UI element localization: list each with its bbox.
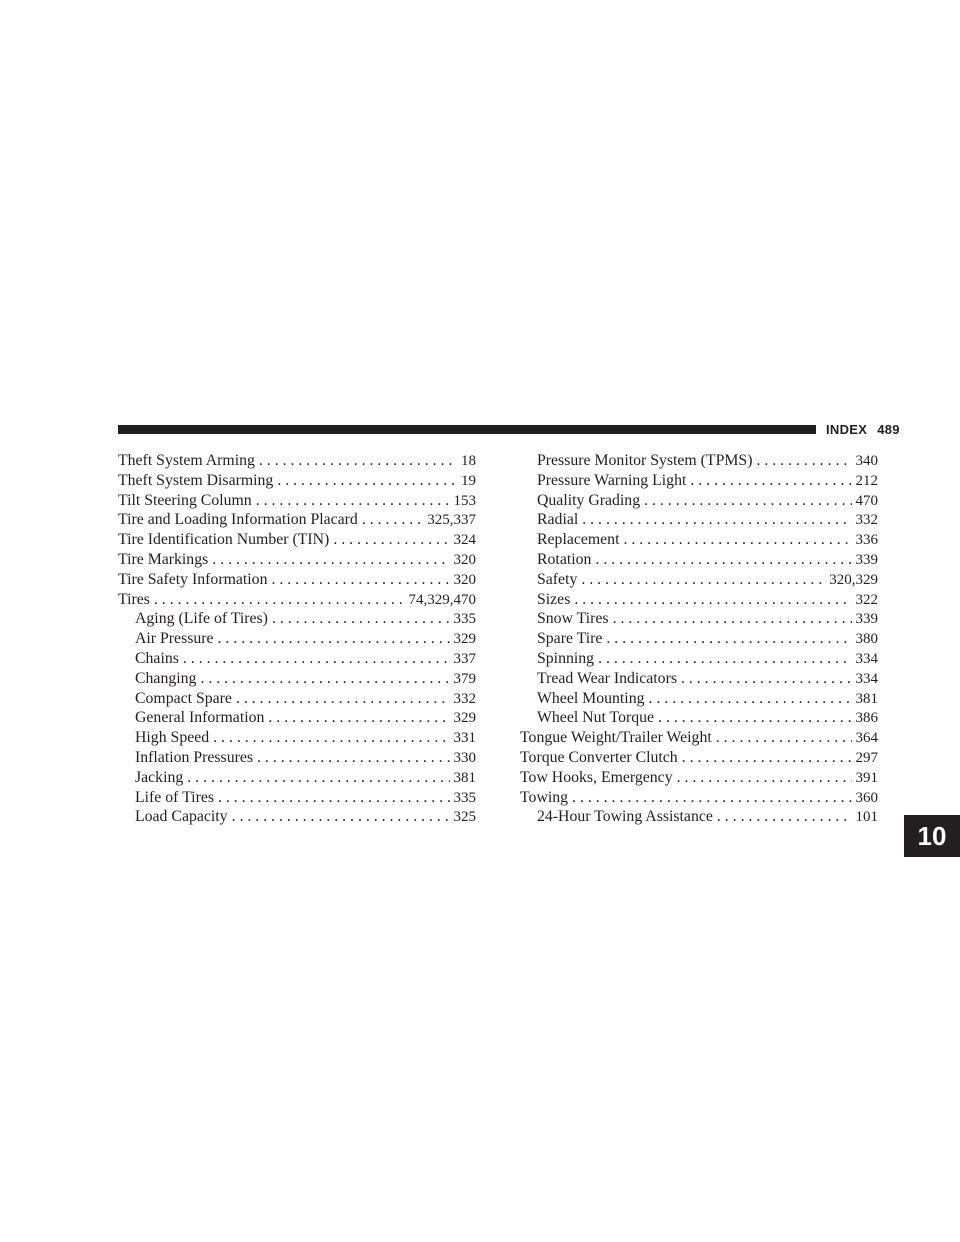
entry-page-ref: 297: [855, 749, 878, 766]
dot-leader: [613, 609, 852, 629]
entry-page-ref: 19: [461, 472, 476, 489]
index-entry: [520, 669, 878, 689]
entry-label: Wheel Nut Torque: [537, 709, 655, 727]
dot-leader: [581, 570, 825, 590]
index-entry: [118, 728, 476, 748]
entry-page-ref: 18: [461, 453, 476, 469]
entry-label: Sizes: [537, 590, 571, 608]
index-entry: [118, 649, 476, 669]
entry-page-ref: 336: [855, 532, 878, 549]
entry-page-ref: 360: [855, 789, 878, 806]
header-title: INDEX: [826, 422, 868, 437]
dot-leader: [257, 748, 449, 768]
index-entry: [520, 728, 878, 748]
dot-leader: [690, 471, 851, 491]
entry-page-ref: 322: [855, 591, 878, 608]
entry-label: Tread Wear Indicators: [537, 669, 677, 687]
entry-label: Life of Tires: [135, 788, 214, 806]
index-entry: [520, 788, 878, 808]
entry-label: Tow Hooks, Emergency: [520, 768, 673, 786]
index-entry: [118, 590, 476, 610]
dot-leader: [574, 590, 851, 610]
index-entry: [520, 708, 878, 728]
dot-leader: [606, 629, 851, 649]
dot-leader: [187, 768, 449, 788]
dot-leader: [717, 807, 852, 827]
index-column-left: [118, 451, 476, 827]
entry-label: Air Pressure: [135, 630, 214, 648]
entry-page-ref: 379: [453, 670, 476, 687]
index-entry: [520, 570, 878, 590]
dot-leader: [212, 550, 449, 570]
entry-label: Replacement: [537, 531, 620, 549]
index-entry: [520, 510, 878, 530]
dot-leader: [256, 491, 450, 511]
entry-page-ref: 386: [855, 710, 878, 727]
entry-page-ref: 340: [855, 453, 878, 469]
index-entry: [118, 629, 476, 649]
index-entry: [520, 649, 878, 669]
page-number: 489: [877, 422, 900, 437]
entry-label: Chains: [135, 649, 179, 667]
dot-leader: [677, 768, 852, 788]
entry-page-ref: 74,329,470: [408, 591, 476, 608]
entry-label: Quality Grading: [537, 491, 641, 509]
entry-label: Theft System Disarming: [118, 471, 274, 489]
entry-page-ref: 320: [453, 571, 476, 588]
dot-leader: [623, 530, 851, 550]
entry-label: Wheel Mounting: [537, 689, 645, 707]
entry-page-ref: 391: [855, 769, 878, 786]
dot-leader: [218, 788, 450, 808]
entry-label: Pressure Warning Light: [537, 471, 687, 489]
entry-page-ref: 334: [855, 670, 878, 687]
index-entry: [520, 807, 878, 827]
header-rule: [118, 425, 816, 434]
entry-page-ref: 320,329: [829, 571, 878, 588]
entry-page-ref: 324: [453, 532, 476, 549]
entry-page-ref: 325: [453, 809, 476, 826]
entry-page-ref: 320: [453, 551, 476, 568]
entry-page-ref: 329: [453, 710, 476, 727]
entry-label: Tire Markings: [118, 550, 209, 568]
entry-page-ref: 335: [453, 789, 476, 806]
dot-leader: [644, 491, 851, 511]
dot-leader: [681, 669, 852, 689]
dot-leader: [362, 510, 423, 530]
entry-label: Rotation: [537, 550, 592, 568]
index-entry: [520, 590, 878, 610]
index-entry: [520, 748, 878, 768]
entry-label: Tire Safety Information: [118, 570, 268, 588]
dot-leader: [658, 708, 851, 728]
entry-label: General Information: [135, 709, 265, 727]
entry-page-ref: 212: [855, 472, 878, 489]
index-entry: [118, 530, 476, 550]
dot-leader: [572, 788, 851, 808]
index-entry: [520, 530, 878, 550]
index-entry: [118, 669, 476, 689]
index-entry: [118, 550, 476, 570]
entry-label: Spinning: [537, 649, 595, 667]
index-entry: [118, 708, 476, 728]
dot-leader: [232, 807, 450, 827]
index-entry: [520, 609, 878, 629]
entry-page-ref: 364: [855, 730, 878, 747]
entry-page-ref: 334: [855, 650, 878, 667]
entry-label: Snow Tires: [537, 610, 609, 628]
entry-label: High Speed: [135, 729, 210, 747]
dot-leader: [333, 530, 449, 550]
index-entry: [520, 550, 878, 570]
entry-page-ref: 325,337: [427, 512, 476, 529]
dot-leader: [154, 590, 405, 610]
dot-leader: [582, 510, 851, 530]
entry-page-ref: 470: [855, 492, 878, 509]
entry-label: Theft System Arming: [118, 452, 255, 469]
dot-leader: [756, 451, 851, 471]
index-entry: [118, 570, 476, 590]
entry-label: Inflation Pressures: [135, 748, 254, 766]
index-entry: [118, 689, 476, 709]
entry-label: Tilt Steering Column: [118, 491, 252, 509]
section-tab: 10: [904, 815, 960, 857]
index-column-right: [520, 451, 878, 827]
entry-label: 24-Hour Towing Assistance: [537, 808, 713, 826]
entry-label: Pressure Monitor System (TPMS): [537, 452, 753, 469]
entry-page-ref: 335: [453, 611, 476, 628]
entry-label: Tire and Loading Information Placard: [118, 511, 358, 529]
entry-page-ref: 101: [855, 809, 878, 826]
entry-label: Load Capacity: [135, 808, 228, 826]
index-entry: [118, 768, 476, 788]
dot-leader: [271, 570, 449, 590]
entry-label: Tongue Weight/Trailer Weight: [520, 729, 712, 747]
entry-page-ref: 381: [855, 690, 878, 707]
index-entry: [118, 471, 476, 491]
index-entry: [118, 788, 476, 808]
dot-leader: [277, 471, 457, 491]
entry-page-ref: 332: [453, 690, 476, 707]
index-entry: [118, 609, 476, 629]
index-entry: [520, 629, 878, 649]
entry-label: Tire Identification Number (TIN): [118, 531, 330, 549]
index-entry: [520, 491, 878, 511]
dot-leader: [200, 669, 449, 689]
index-entry: [118, 451, 476, 471]
entry-page-ref: 331: [453, 730, 476, 747]
index-entry: [118, 748, 476, 768]
entry-label: Tires: [118, 590, 150, 608]
entry-label: Towing: [520, 788, 569, 806]
entry-label: Safety: [537, 570, 578, 588]
index-entry: [520, 471, 878, 491]
index-entry: [520, 768, 878, 788]
entry-page-ref: 332: [855, 512, 878, 529]
entry-label: Spare Tire: [537, 630, 603, 648]
entry-page-ref: 339: [855, 551, 878, 568]
entry-page-ref: 153: [453, 492, 476, 509]
dot-leader: [213, 728, 449, 748]
running-header: [826, 421, 900, 438]
entry-label: Radial: [537, 511, 579, 529]
entry-label: Jacking: [135, 768, 184, 786]
dot-leader: [268, 708, 449, 728]
dot-leader: [682, 748, 852, 768]
index-entry: [520, 451, 878, 471]
entry-label: Changing: [135, 669, 197, 687]
dot-leader: [236, 689, 450, 709]
entry-label: Aging (Life of Tires): [135, 610, 268, 628]
entry-page-ref: 380: [855, 631, 878, 648]
index-entry: [520, 689, 878, 709]
entry-page-ref: 337: [453, 650, 476, 667]
dot-leader: [649, 689, 852, 709]
dot-leader: [218, 629, 450, 649]
dot-leader: [259, 451, 457, 471]
dot-leader: [598, 649, 851, 669]
index-entry: [118, 510, 476, 530]
dot-leader: [272, 609, 450, 629]
index-entry: [118, 491, 476, 511]
entry-label: Torque Converter Clutch: [520, 748, 678, 766]
entry-label: Compact Spare: [135, 689, 232, 707]
dot-leader: [595, 550, 851, 570]
entry-page-ref: 339: [855, 611, 878, 628]
entry-page-ref: 329: [453, 631, 476, 648]
entry-page-ref: 330: [453, 749, 476, 766]
dot-leader: [183, 649, 450, 669]
dot-leader: [716, 728, 852, 748]
entry-page-ref: 381: [453, 769, 476, 786]
index-entry: [118, 807, 476, 827]
